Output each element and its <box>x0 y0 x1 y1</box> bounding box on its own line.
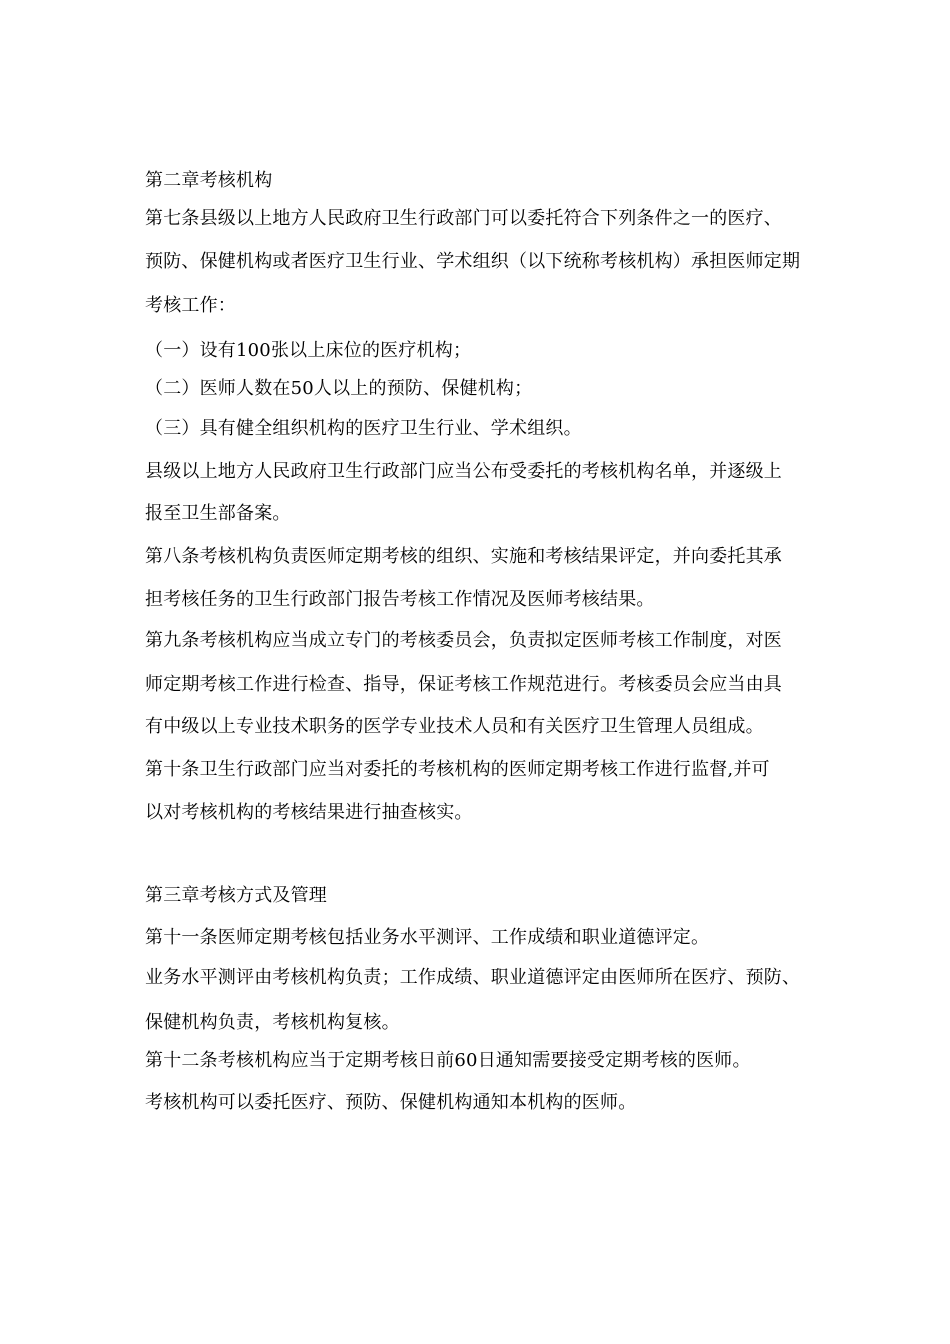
chapter-2-heading: 第二章考核机构 <box>145 170 273 191</box>
article-11-para-2-line-1: 业务水平测评由考核机构负责；工作成绩、职业道德评定由医师所在医疗、预防、 <box>145 967 801 988</box>
article-7-line-3: 考核工作： <box>145 295 236 316</box>
article-7-para-2-line-2: 报至卫生部备案。 <box>145 503 291 524</box>
article-12-line-1: 第十二条考核机构应当于定期考核日前60日通知需要接受定期考核的医师。 <box>145 1050 751 1071</box>
article-7-item-2: （二）医师人数在50人以上的预防、保健机构； <box>145 378 533 399</box>
article-7-line-2: 预防、保健机构或者医疗卫生行业、学术组织（以下统称考核机构）承担医师定期 <box>145 251 801 272</box>
article-9-line-3: 有中级以上专业技术职务的医学专业技术人员和有关医疗卫生管理人员组成。 <box>145 716 764 737</box>
article-9-line-1: 第九条考核机构应当成立专门的考核委员会，负责拟定医师考核工作制度，对医 <box>145 630 782 651</box>
article-8-line-1: 第八条考核机构负责医师定期考核的组织、实施和考核结果评定，并向委托其承 <box>145 546 782 567</box>
chapter-3-heading: 第三章考核方式及管理 <box>145 885 327 906</box>
article-12-para-2-line-1: 考核机构可以委托医疗、预防、保健机构通知本机构的医师。 <box>145 1092 637 1113</box>
article-10-line-1: 第十条卫生行政部门应当对委托的考核机构的医师定期考核工作进行监督,并可 <box>145 759 770 780</box>
article-11-line-1: 第十一条医师定期考核包括业务水平测评、工作成绩和职业道德评定。 <box>145 927 710 948</box>
article-9-line-2: 师定期考核工作进行检查、指导，保证考核工作规范进行。考核委员会应当由具 <box>145 674 782 695</box>
article-8-line-2: 担考核任务的卫生行政部门报告考核工作情况及医师考核结果。 <box>145 589 655 610</box>
article-7-line-1: 第七条县级以上地方人民政府卫生行政部门可以委托符合下列条件之一的医疗、 <box>145 208 782 229</box>
article-7-item-1: （一）设有100张以上床位的医疗机构； <box>145 340 472 361</box>
article-11-para-2-line-2: 保健机构负责，考核机构复核。 <box>145 1012 400 1033</box>
article-10-line-2: 以对考核机构的考核结果进行抽查核实。 <box>145 802 473 823</box>
article-7-para-2-line-1: 县级以上地方人民政府卫生行政部门应当公布受委托的考核机构名单，并逐级上 <box>145 461 782 482</box>
article-7-item-3: （三）具有健全组织机构的医疗卫生行业、学术组织。 <box>145 418 582 439</box>
